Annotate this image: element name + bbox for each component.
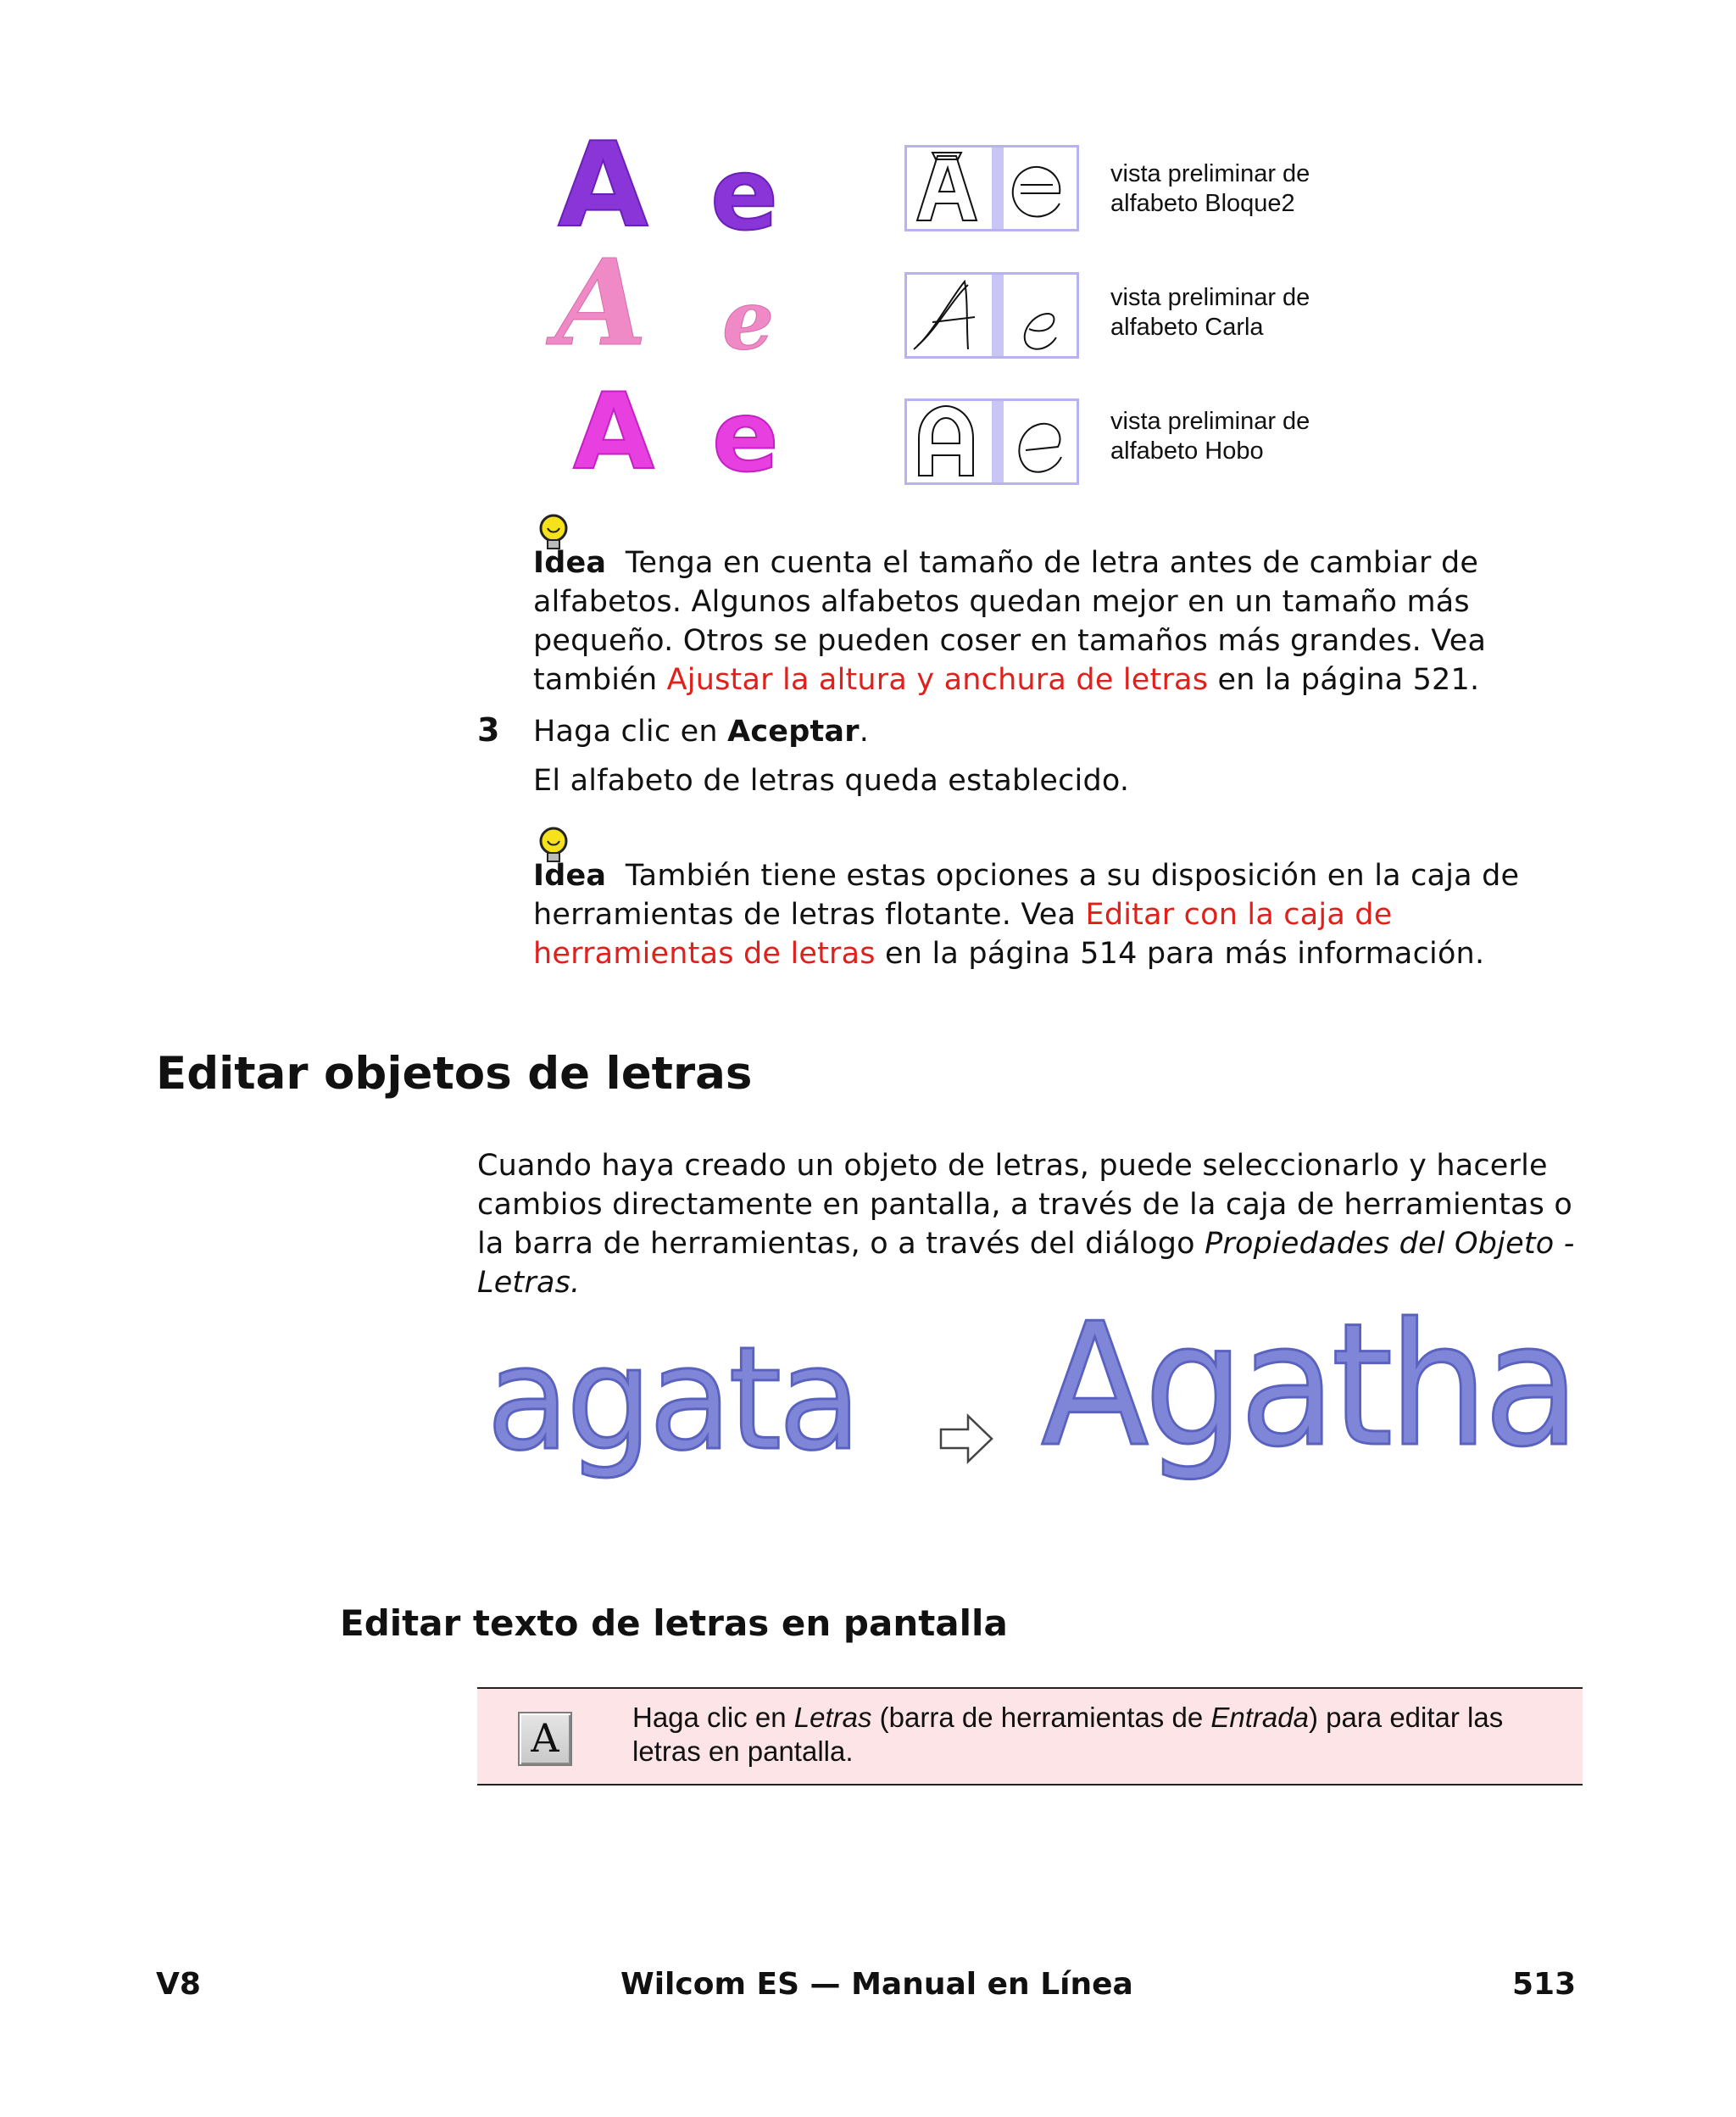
- outline-glyphs-icon: [907, 275, 1077, 356]
- intro-text: Cuando haya creado un objeto de letras, puede seleccionarlo y hacerle cambios directamente en pantalla, a través de la caja de herramientas o la barra de herramientas, o a través del diálogo: [477, 1149, 1572, 1261]
- footer-title: Wilcom ES — Manual en Línea: [620, 1967, 1133, 2002]
- preview-box-carla: [904, 272, 1079, 359]
- caption-line: alfabeto Carla: [1110, 314, 1264, 341]
- preview-caption-bloque2: [1110, 159, 1399, 219]
- sample-letter-a: A: [573, 371, 654, 493]
- preview-box-hobo: [904, 398, 1079, 485]
- footer-page-number: 513: [1512, 1967, 1577, 2002]
- sample-letter-e: e: [722, 272, 775, 368]
- cross-reference-link[interactable]: Editar con la caja de herramientas de letras: [533, 898, 1393, 971]
- step-bold-text: Aceptar: [727, 715, 860, 749]
- outline-glyphs-icon: [907, 401, 1077, 482]
- tip-text: ) para editar las letras en pantalla.: [632, 1702, 1504, 1767]
- arrow-right-icon: [939, 1412, 993, 1465]
- outline-glyphs-icon: [907, 148, 1077, 229]
- caption-line: vista preliminar de: [1110, 160, 1310, 187]
- sample-letter-a: A: [555, 234, 648, 373]
- sample-letter-e: e: [710, 136, 779, 253]
- caption-line: alfabeto Hobo: [1110, 437, 1264, 465]
- idea-label: Idea: [533, 546, 607, 580]
- preview-caption-carla: [1110, 283, 1399, 343]
- idea-note-2: [533, 856, 1584, 973]
- lettering-before: agata: [487, 1316, 859, 1482]
- tool-tip-text: [632, 1701, 1565, 1769]
- preview-box-bloque2: [904, 145, 1079, 231]
- idea-text: en la página 514 para más información.: [875, 937, 1485, 971]
- preview-caption-hobo: [1110, 407, 1399, 466]
- intro-italic-text: Propiedades del Objeto - Letras.: [477, 1227, 1575, 1300]
- idea-label: Idea: [533, 859, 607, 893]
- tip-italic-text: Letras: [793, 1702, 872, 1733]
- caption-line: vista preliminar de: [1110, 284, 1310, 311]
- lettering-tool-icon[interactable]: A: [518, 1712, 572, 1766]
- lettering-after: Agatha: [1041, 1287, 1576, 1485]
- section-intro: [477, 1146, 1584, 1302]
- idea-text: También tiene estas opciones a su disposición en la caja de herramientas de letras flotante. Vea: [533, 859, 1520, 932]
- section-title: Editar objetos de letras: [156, 1048, 753, 1100]
- footer-version: V8: [156, 1967, 201, 2002]
- sample-letter-a: A: [558, 117, 648, 253]
- step-number: 3: [477, 711, 500, 749]
- subsection-title: Editar texto de letras en pantalla: [340, 1602, 1008, 1644]
- caption-line: vista preliminar de: [1110, 408, 1310, 435]
- caption-line: alfabeto Bloque2: [1110, 190, 1295, 217]
- idea-text: Tenga en cuenta el tamaño de letra antes de cambiar de alfabetos. Algunos alfabetos quedan mejor en un tamaño más pequeño. Otros se pueden coser en tamaños más grandes. Vea también: [533, 546, 1487, 697]
- step-text: Haga clic en: [533, 715, 728, 749]
- cross-reference-link[interactable]: Ajustar la altura y anchura de letras: [666, 663, 1209, 697]
- idea-note-1: [533, 543, 1584, 699]
- tip-text: Haga clic en: [632, 1702, 794, 1733]
- tool-tip-box: [477, 1687, 1583, 1786]
- step-instruction: [533, 712, 1584, 751]
- tip-italic-text: Entrada: [1210, 1702, 1309, 1733]
- step-text: .: [859, 715, 870, 749]
- tip-text: (barra de herramientas de: [871, 1702, 1211, 1733]
- step-result: El alfabeto de letras queda establecido.: [533, 764, 1130, 798]
- sample-letter-e: e: [712, 380, 779, 494]
- idea-text: en la página 521.: [1208, 663, 1480, 697]
